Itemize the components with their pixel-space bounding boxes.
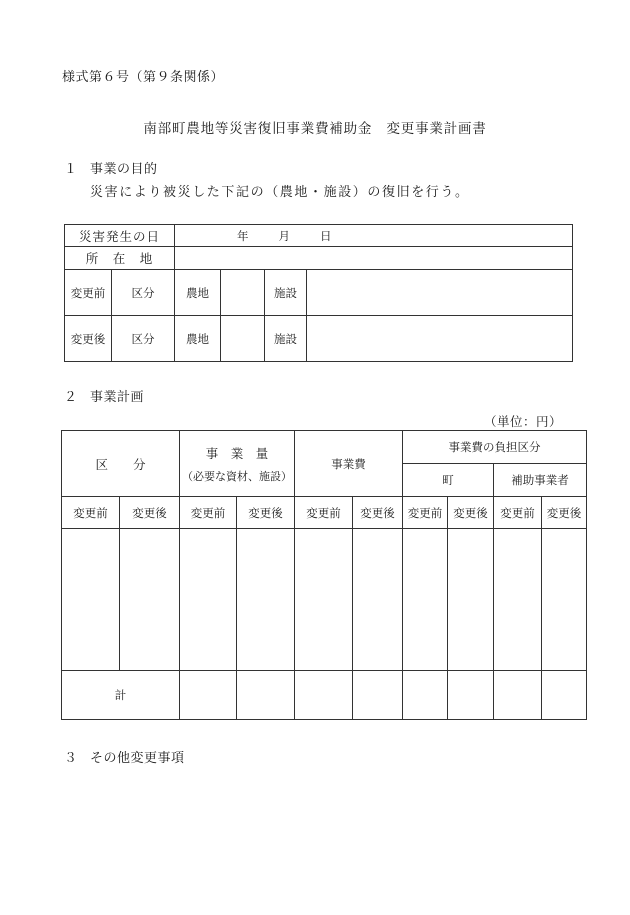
total-label: 計 bbox=[62, 671, 180, 720]
before-label: 変更前 bbox=[65, 270, 112, 316]
section-2-heading bbox=[64, 386, 144, 405]
location-label: 所 在 地 bbox=[65, 247, 175, 270]
disaster-date-field[interactable] bbox=[175, 225, 573, 247]
quantity-before-cell[interactable] bbox=[180, 529, 237, 671]
total-town-before[interactable] bbox=[403, 671, 448, 720]
operator-after-header: 変更後 bbox=[542, 497, 587, 529]
section-3-number: ３ bbox=[64, 751, 78, 766]
section-3-heading bbox=[64, 747, 185, 766]
town-after-cell[interactable] bbox=[448, 529, 494, 671]
document-title: 南部町農地等災害復旧事業費補助金 変更事業計画書 bbox=[143, 121, 487, 137]
cost-before-header: 変更前 bbox=[295, 497, 353, 529]
total-operator-after[interactable] bbox=[542, 671, 587, 720]
cost-header: 事業費 bbox=[295, 431, 403, 497]
month-label: 月 bbox=[278, 228, 291, 243]
before-facility-field[interactable] bbox=[307, 270, 573, 316]
category-header: 区 分 bbox=[62, 431, 180, 497]
total-cost-before[interactable] bbox=[295, 671, 353, 720]
after-facility-field[interactable] bbox=[307, 316, 573, 362]
section-3-title: その他変更事項 bbox=[90, 751, 185, 766]
operator-after-cell[interactable] bbox=[542, 529, 587, 671]
operator-before-cell[interactable] bbox=[494, 529, 542, 671]
town-after-header: 変更後 bbox=[448, 497, 494, 529]
quantity-header-sub: （必要な資材、施設） bbox=[182, 469, 293, 483]
after-label: 変更後 bbox=[65, 316, 112, 362]
cost-after-header: 変更後 bbox=[353, 497, 403, 529]
day-label: 日 bbox=[320, 228, 332, 243]
category-after-header: 変更後 bbox=[120, 497, 180, 529]
town-header: 町 bbox=[403, 464, 494, 497]
disaster-date-label: 災害発生の日 bbox=[65, 225, 175, 247]
after-facility-label: 施設 bbox=[265, 316, 307, 362]
purpose-text: 災害により被災した下記の（農地・施設）の復旧を行う。 bbox=[90, 185, 470, 200]
section-1-heading bbox=[64, 158, 158, 177]
operator-header: 補助事業者 bbox=[494, 464, 587, 497]
after-farmland-field[interactable] bbox=[221, 316, 265, 362]
total-cost-after[interactable] bbox=[353, 671, 403, 720]
total-quantity-before[interactable] bbox=[180, 671, 237, 720]
cost-after-cell[interactable] bbox=[353, 529, 403, 671]
quantity-before-header: 変更前 bbox=[180, 497, 237, 529]
after-farmland-label: 農地 bbox=[175, 316, 221, 362]
town-before-header: 変更前 bbox=[403, 497, 448, 529]
section-1-title: 事業の目的 bbox=[90, 162, 158, 177]
business-plan-table bbox=[61, 430, 587, 720]
location-field[interactable] bbox=[175, 247, 573, 270]
before-facility-label: 施設 bbox=[265, 270, 307, 316]
before-farmland-label: 農地 bbox=[175, 270, 221, 316]
quantity-header bbox=[180, 431, 295, 497]
category-after-cell[interactable] bbox=[120, 529, 180, 671]
category-before-header: 変更前 bbox=[62, 497, 120, 529]
total-town-after[interactable] bbox=[448, 671, 494, 720]
form-number: 様式第６号（第９条関係） bbox=[62, 70, 225, 85]
town-before-cell[interactable] bbox=[403, 529, 448, 671]
quantity-after-header: 変更後 bbox=[237, 497, 295, 529]
after-category-label: 区分 bbox=[112, 316, 175, 362]
total-operator-before[interactable] bbox=[494, 671, 542, 720]
section-2-title: 事業計画 bbox=[90, 390, 145, 405]
before-farmland-field[interactable] bbox=[221, 270, 265, 316]
quantity-header-title: 事 業 量 bbox=[205, 445, 269, 461]
section-2-number: ２ bbox=[64, 390, 78, 405]
before-category-label: 区分 bbox=[112, 270, 175, 316]
section-1-number: １ bbox=[64, 162, 78, 177]
total-quantity-after[interactable] bbox=[237, 671, 295, 720]
burden-header: 事業費の負担区分 bbox=[403, 431, 587, 464]
quantity-after-cell[interactable] bbox=[237, 529, 295, 671]
year-label: 年 bbox=[237, 228, 249, 243]
cost-before-cell[interactable] bbox=[295, 529, 353, 671]
category-before-cell[interactable] bbox=[62, 529, 120, 671]
unit-label: （単位：円） bbox=[484, 414, 563, 429]
operator-before-header: 変更前 bbox=[494, 497, 542, 529]
disaster-info-table bbox=[64, 224, 573, 362]
